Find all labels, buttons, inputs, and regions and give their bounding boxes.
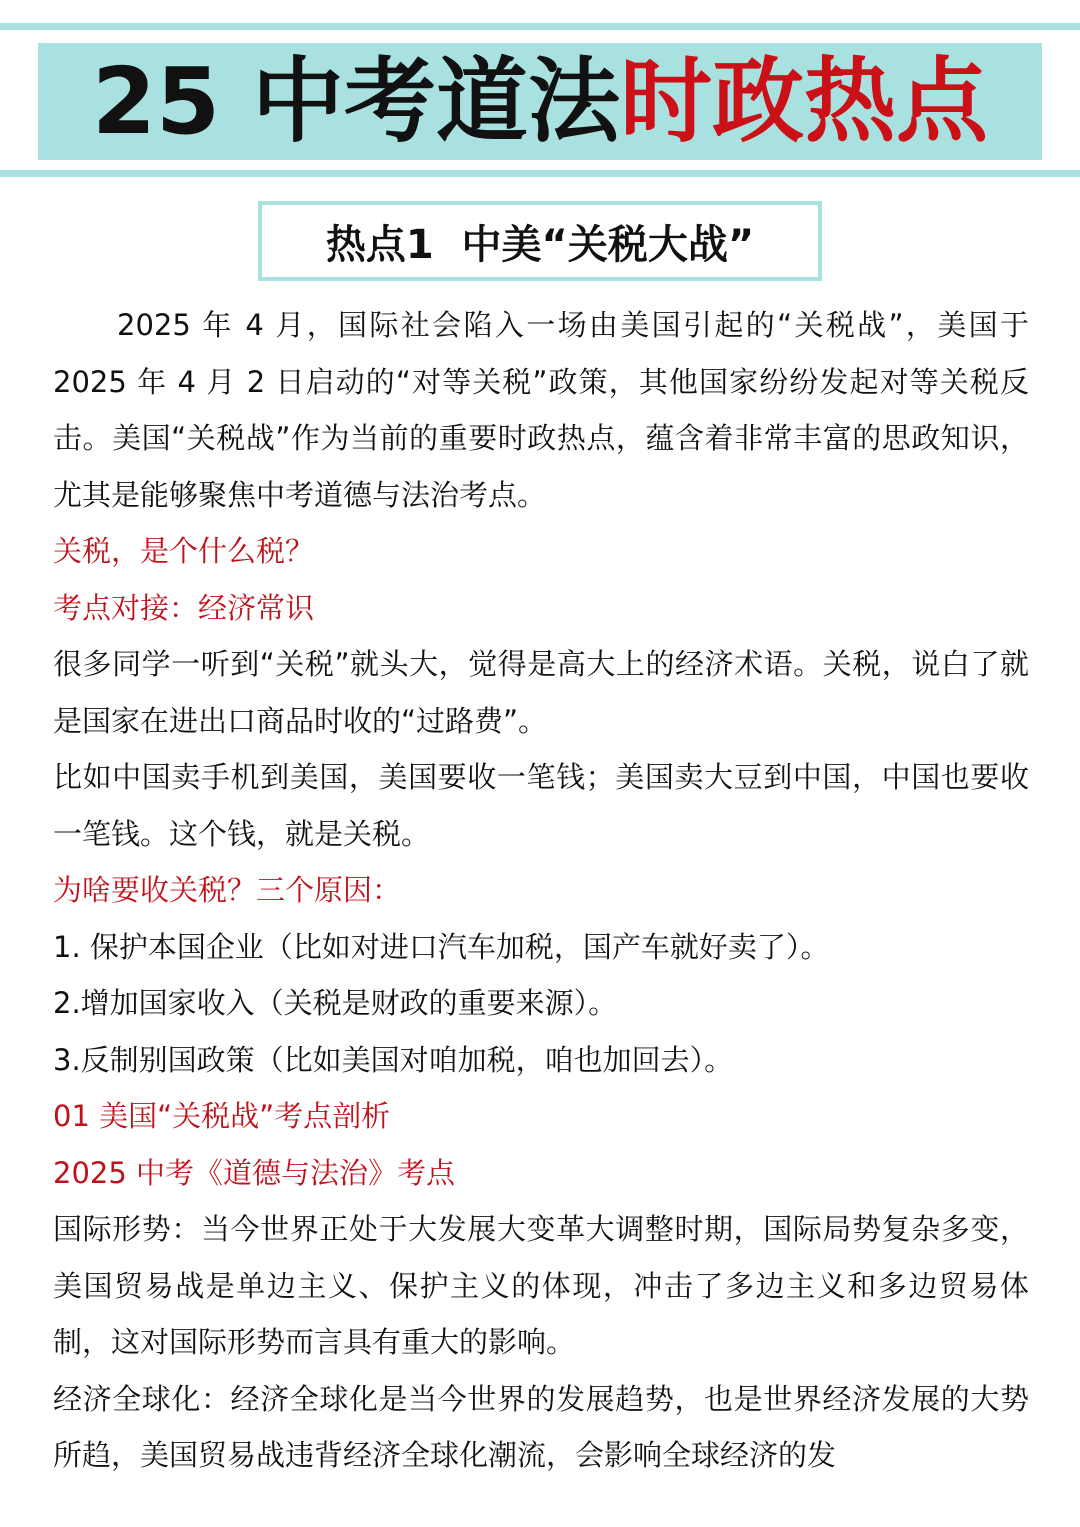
subheading-analysis: 01 美国“关税战”考点剖析 xyxy=(53,1099,391,1133)
list-item-reason-3: 3.反制别国政策（比如美国对咱加税，咱也加回去）。 xyxy=(53,1042,734,1077)
title-text-dark: 25 中考道法 xyxy=(91,47,621,155)
title-text-red: 时政热点 xyxy=(620,47,989,155)
list-item-reason-1: 1. 保护本国企业（比如对进口汽车加税，国产车就好卖了）。 xyxy=(53,929,830,964)
subheading-what-is-tariff: 关税，是个什么税？ xyxy=(53,534,315,568)
paragraph-economic-globalization: 经济全球化：经济全球化是当今世界的发展趋势，也是世界经济发展的大势所趋，美国贸易战违背经济全球化潮流，会影响全球经济的发 xyxy=(53,1381,1029,1472)
intro-paragraph: 2025 年 4 月，国际社会陷入一场由美国引起的“关税战”，美国于 2025 年 4 月 2 日启动的“对等关税”政策，其他国家纷纷发起对等关税反击。美国“关税战”作为当前的重要时政热点，蕴含着非常丰富的思政知识，尤其是能够聚焦中考道德与法治考点。 xyxy=(53,308,1029,512)
bottom-divider-line xyxy=(0,170,1080,177)
title-banner xyxy=(38,43,1042,160)
paragraph-tariff-example: 比如中国卖手机到美国，美国要收一笔钱；美国卖大豆到中国，中国也要收一笔钱。这个钱，就是关税。 xyxy=(53,760,1029,851)
list-item-reason-2: 2.增加国家收入（关税是财政的重要来源）。 xyxy=(53,986,618,1020)
subheading-exam-2025: 2025 中考《道德与法治》考点 xyxy=(53,1155,456,1190)
section-heading-box xyxy=(258,201,822,281)
paragraph-international-situation: 国际形势：当今世界正处于大发展大变革大调整时期，国际局势复杂多变，美国贸易战是单边主义、保护主义的体现，冲击了多边主义和多边贸易体制，这对国际形势而言具有重大的影响。 xyxy=(53,1212,1029,1359)
section-heading: 热点1 中美“关税大战” xyxy=(325,221,755,268)
article-body xyxy=(53,297,1029,1484)
paragraph-tariff-definition: 很多同学一听到“关税”就头大，觉得是高大上的经济术语。关税，说白了就是国家在进出口商品时收的“过路费”。 xyxy=(53,647,1029,738)
subheading-why-tariff: 为啥要收关税？三个原因： xyxy=(53,873,402,907)
subheading-exam-point: 考点对接：经济常识 xyxy=(53,590,315,625)
top-divider-line xyxy=(0,23,1080,30)
